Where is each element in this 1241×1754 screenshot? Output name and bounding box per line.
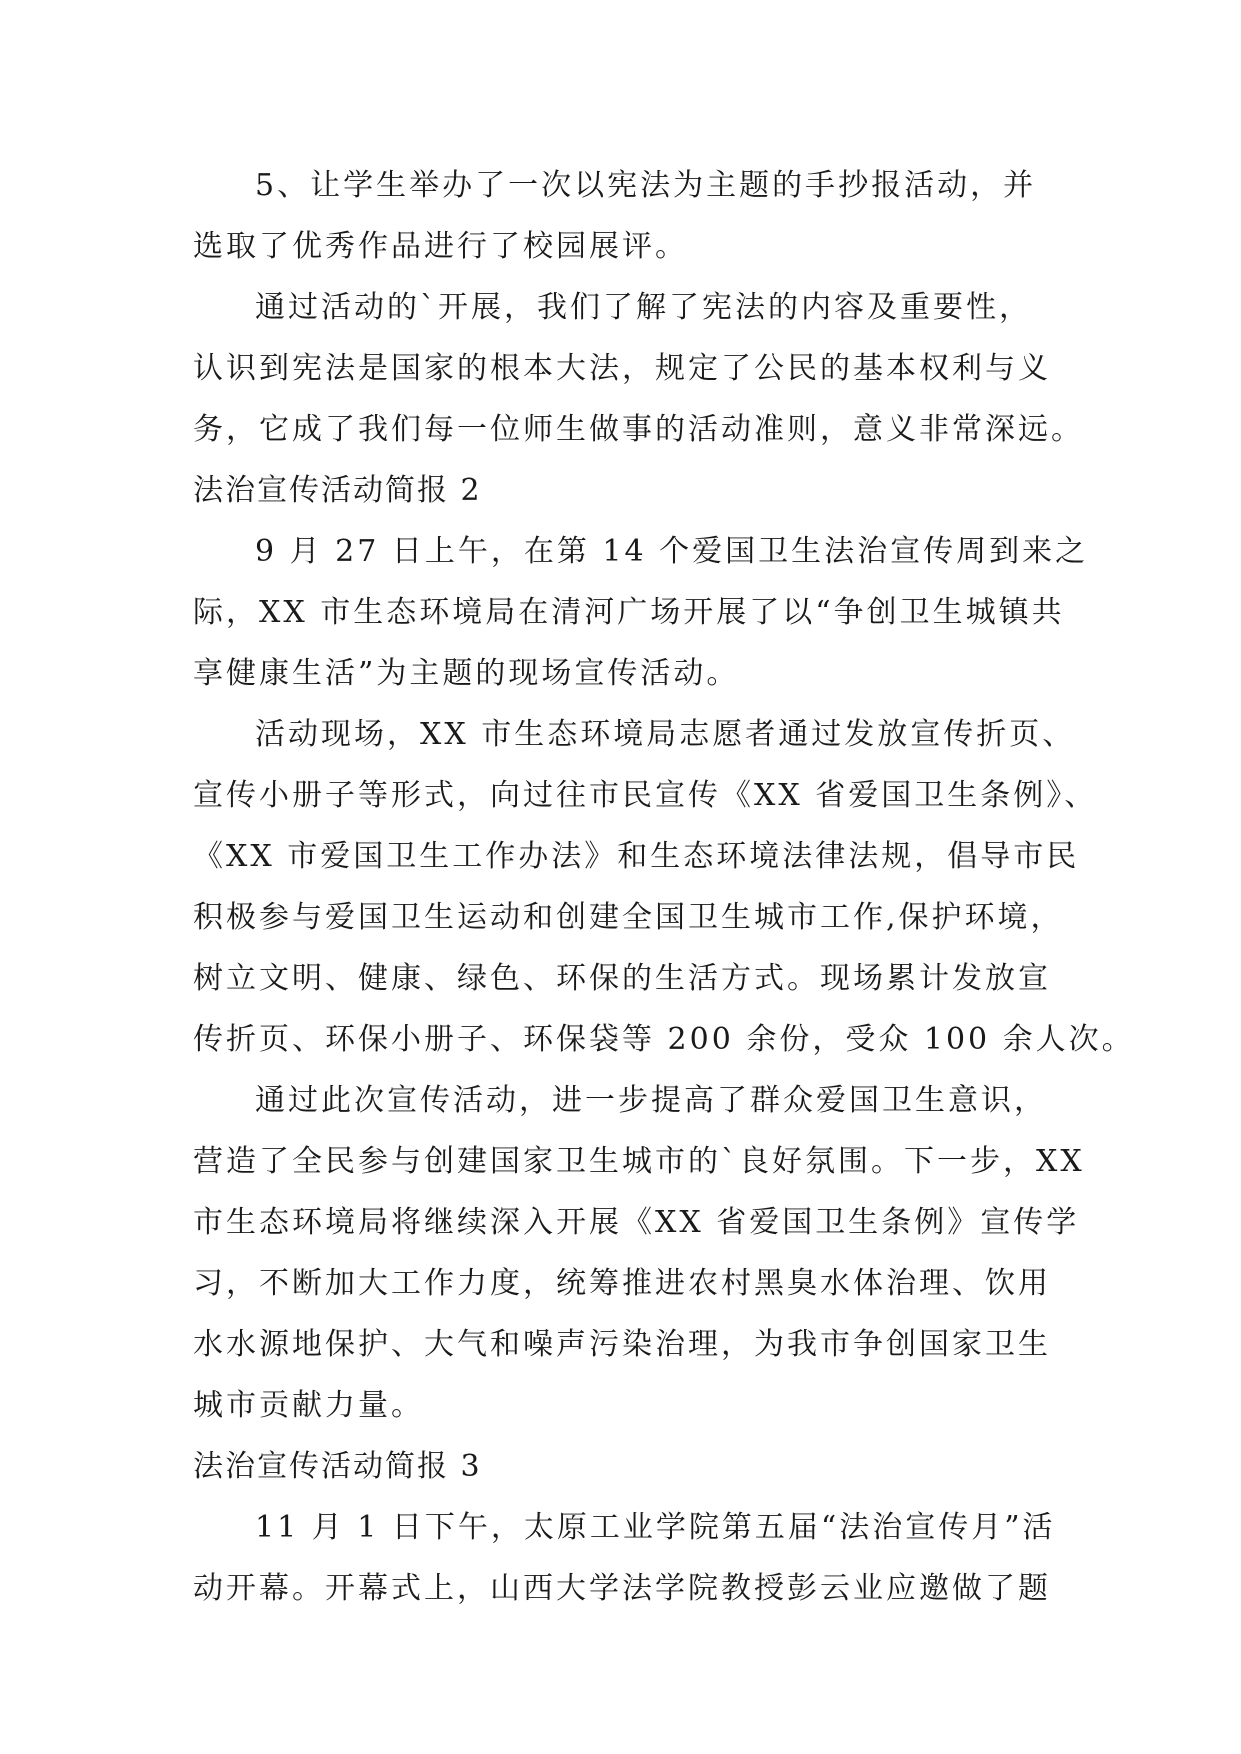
section-heading: 法治宣传活动简报 2 <box>193 473 482 508</box>
paragraph-line: 动开幕。开幕式上，山西大学法学院教授彭云业应邀做了题 <box>193 1571 1051 1606</box>
paragraph-line: 享健康生活”为主题的现场宣传活动。 <box>193 656 740 691</box>
paragraph-line: 11 月 1 日下午，太原工业学院第五届“法治宣传月”活 <box>255 1510 1056 1545</box>
paragraph-line: 活动现场，XX 市生态环境局志愿者通过发放宣传折页、 <box>255 717 1076 752</box>
paragraph-line: 传折页、环保小册子、环保袋等 200 余份，受众 100 余人次。 <box>193 1022 1135 1057</box>
paragraph-line: 积极参与爱国卫生运动和创建全国卫生城市工作,保护环境， <box>193 900 1064 935</box>
paragraph-line: 9 月 27 日上午，在第 14 个爱国卫生法治宣传周到来之 <box>255 534 1089 569</box>
paragraph-line: 《XX 市爱国卫生工作办法》和生态环境法律法规，倡导市民 <box>193 839 1080 874</box>
paragraph-line: 际，XX 市生态环境局在清河广场开展了以“争创卫生城镇共 <box>193 595 1065 630</box>
paragraph-line: 通过此次宣传活动，进一步提高了群众爱国卫生意识， <box>255 1083 1047 1118</box>
paragraph-line: 营造了全民参与创建国家卫生城市的`良好氛围。下一步，XX <box>193 1144 1085 1179</box>
paragraph-line: 宣传小册子等形式，向过往市民宣传《XX 省爱国卫生条例》、 <box>193 778 1098 813</box>
paragraph-line: 树立文明、健康、绿色、环保的生活方式。现场累计发放宣 <box>193 961 1051 996</box>
paragraph-line: 务，它成了我们每一位师生做事的活动准则，意义非常深远。 <box>193 412 1084 447</box>
paragraph-line: 习，不断加大工作力度，统筹推进农村黑臭水体治理、饮用 <box>193 1266 1051 1301</box>
paragraph-line: 通过活动的`开展，我们了解了宪法的内容及重要性， <box>255 290 1032 325</box>
paragraph-line: 选取了优秀作品进行了校园展评。 <box>193 229 688 264</box>
paragraph-line: 水水源地保护、大气和噪声污染治理，为我市争创国家卫生 <box>193 1327 1051 1362</box>
paragraph-line: 认识到宪法是国家的根本大法，规定了公民的基本权利与义 <box>193 351 1051 386</box>
paragraph-line: 城市贡献力量。 <box>193 1388 424 1423</box>
paragraph-line: 市生态环境局将继续深入开展《XX 省爱国卫生条例》宣传学 <box>193 1205 1080 1240</box>
section-heading: 法治宣传活动简报 3 <box>193 1449 482 1484</box>
paragraph-line: 5、让学生举办了一次以宪法为主题的手抄报活动，并 <box>255 168 1037 203</box>
